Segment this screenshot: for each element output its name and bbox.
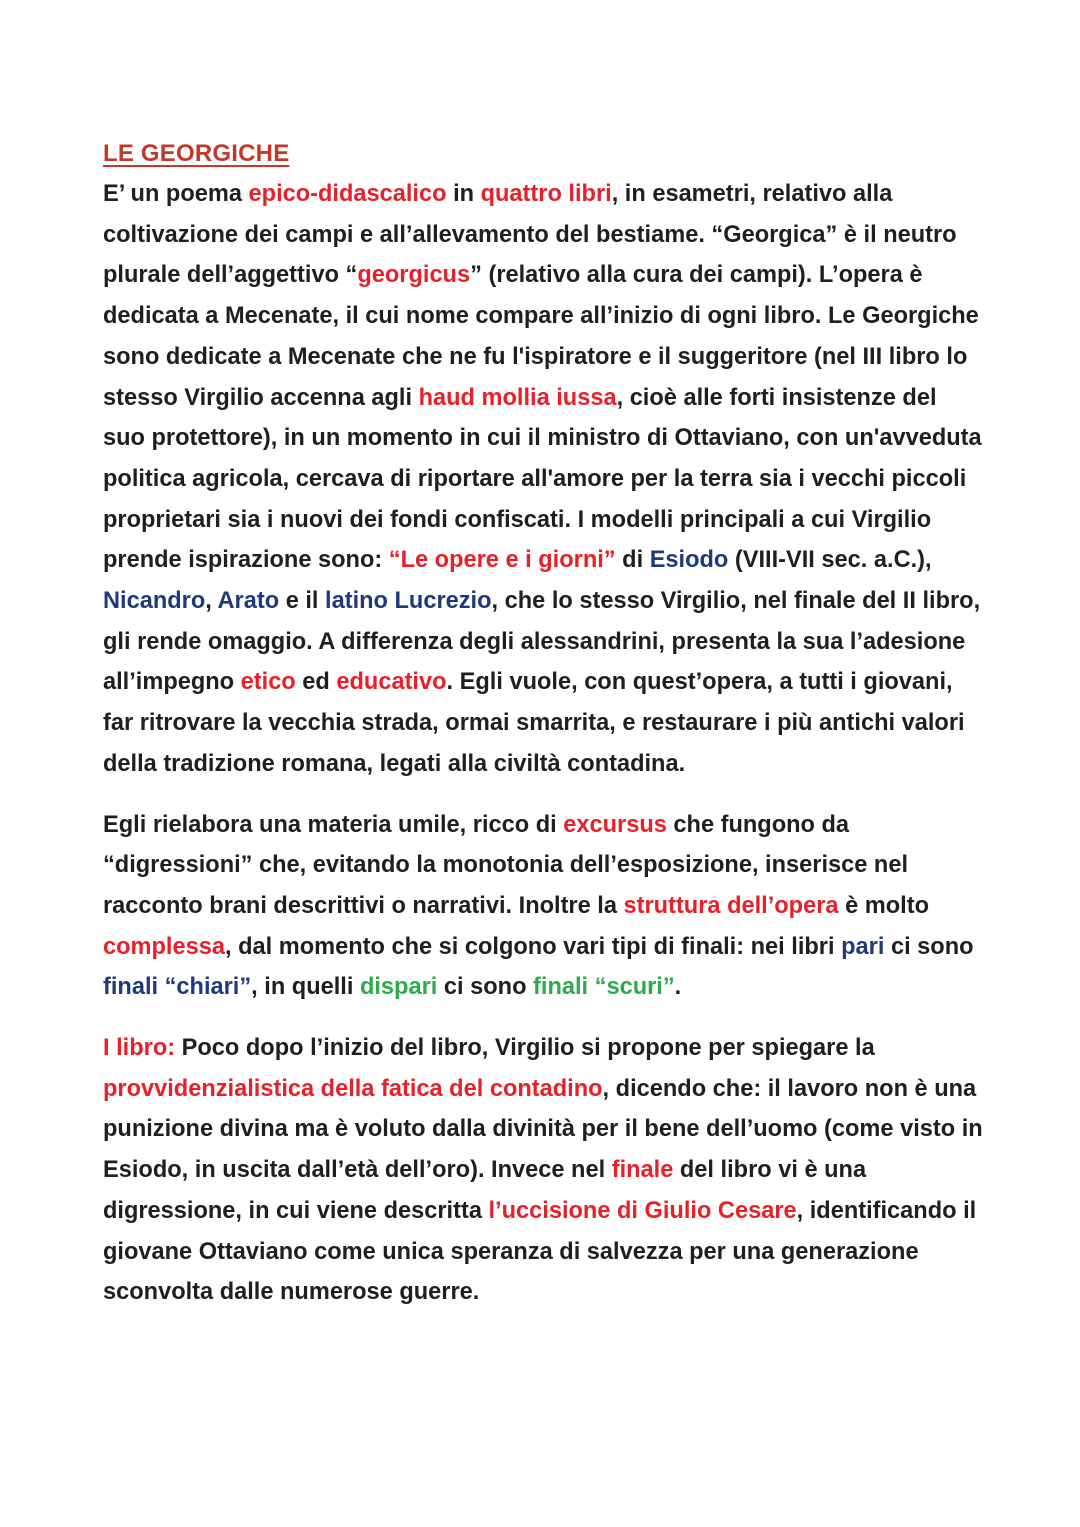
- highlighted-term: finale: [611, 1157, 674, 1184]
- paragraph-text: Egli rielabora una materia umile, ricco di: [103, 811, 564, 838]
- highlighted-term: dispari: [359, 974, 438, 1001]
- paragraph-text: , in esametri, relativo alla coltivazione dei campi e all’allevamento del bestiame. “Georgica” è il neutro plurale dell’aggettivo “: [103, 181, 957, 289]
- paragraph-text: E’ un poema: [103, 181, 249, 207]
- highlighted-term: Esiodo: [649, 547, 729, 574]
- paragraph-text: ,: [205, 588, 218, 615]
- paragraph-text: è molto: [838, 892, 929, 919]
- highlighted-term: finali “chiari”: [103, 974, 252, 1001]
- highlighted-term: latino Lucrezio: [325, 588, 492, 615]
- highlighted-term: l’uccisione di Giulio Cesare: [488, 1197, 797, 1224]
- paragraph-text: (VIII-VII sec. a.C.),: [728, 547, 932, 574]
- paragraph-text: ” (relativo alla cura dei campi). L’opera è dedicata a Mecenate, il cui nome compare all’inizio di ogni libro. Le Georgiche sono dedicate a Mecenate che ne fu l'ispiratore e il suggeritore (nel III libro lo stesso Virgilio accenna agli: [103, 262, 979, 411]
- paragraph-text: , identificando il giovane Ottaviano come unica speranza di salvezza per una generazione sconvolta dalle numerose guerre.: [103, 1197, 977, 1306]
- highlighted-term: Arato: [217, 588, 280, 615]
- paragraph-text: del libro vi è una digressione, in cui viene descritta: [103, 1157, 867, 1224]
- paragraph-intro: [103, 174, 983, 785]
- highlighted-term: haud mollia iussa: [418, 384, 617, 411]
- highlighted-term: epico-didascalico: [248, 181, 447, 207]
- paragraph-text: di: [615, 547, 650, 574]
- highlighted-term: pari: [841, 933, 885, 960]
- highlighted-term: quattro libri: [480, 181, 612, 207]
- document-title: LE GEORGICHE: [103, 140, 290, 167]
- paragraph-text: , dicendo che: il lavoro non è una punizione divina ma è voluto dalla divinità per il bene dell’uomo (come visto in Esiodo, in uscita dall’età dell’oro). Invece nel: [103, 1075, 983, 1184]
- highlighted-term: excursus: [563, 811, 667, 838]
- paragraph-text: che fungono da “digressioni” che, evitando la monotonia dell’esposizione, inserisce nel racconto brani descrittivi o narrativi. Inoltre la: [103, 811, 909, 919]
- paragraph-text: , dal momento che si colgono vari tipi di finali: nei libri: [224, 933, 842, 960]
- paragraph-text: ed: [295, 669, 337, 696]
- paragraph-text: . Egli vuole, con quest’opera, a tutti i giovani, far ritrovare la vecchia strada, ormai smarrita, e restaurare i più antichi valori della tradizione romana, legati alla civiltà contadina.: [103, 669, 965, 777]
- paragraph-struttura: [103, 805, 983, 1009]
- highlighted-term: georgicus: [357, 262, 471, 289]
- highlighted-term: educativo: [336, 669, 447, 696]
- highlighted-term: struttura dell’opera: [623, 892, 839, 919]
- highlighted-term: finali “scuri”: [533, 974, 675, 1001]
- paragraph-text: , in quelli: [251, 974, 360, 1001]
- paragraph-text: in: [446, 181, 481, 207]
- paragraph-text: e il: [279, 588, 326, 615]
- document-page: [103, 134, 983, 1313]
- paragraph-text: Poco dopo l’inizio del libro, Virgilio si propone per spiegare la: [175, 1035, 875, 1062]
- paragraph-text: .: [674, 974, 682, 1001]
- highlighted-term: complessa: [103, 933, 225, 960]
- paragraph-text: ci sono: [884, 933, 974, 960]
- highlighted-term: Nicandro: [103, 588, 206, 615]
- highlighted-term: I libro:: [103, 1035, 176, 1062]
- highlighted-term: provvidenzialistica della fatica del contadino: [103, 1075, 603, 1102]
- paragraph-text: , che lo stesso Virgilio, nel finale del II libro, gli rende omaggio. A differenza degli alessandrini, presenta la sua l’adesione all’impegno: [103, 588, 981, 696]
- paragraph-text: , cioè alle forti insistenze del suo protettore), in un momento in cui il ministro di Ottaviano, con un'avveduta politica agricola, cercava di riportare all'amore per la terra sia i vecchi piccoli proprietari sia i nuovi dei fondi confiscati. I modelli principali a cui Virgilio prende ispirazione sono:: [103, 384, 982, 574]
- paragraph-text: ci sono: [437, 974, 534, 1001]
- paragraph-libro-1: [103, 1028, 983, 1313]
- highlighted-term: “Le opere e i giorni”: [388, 547, 616, 574]
- highlighted-term: etico: [240, 669, 296, 696]
